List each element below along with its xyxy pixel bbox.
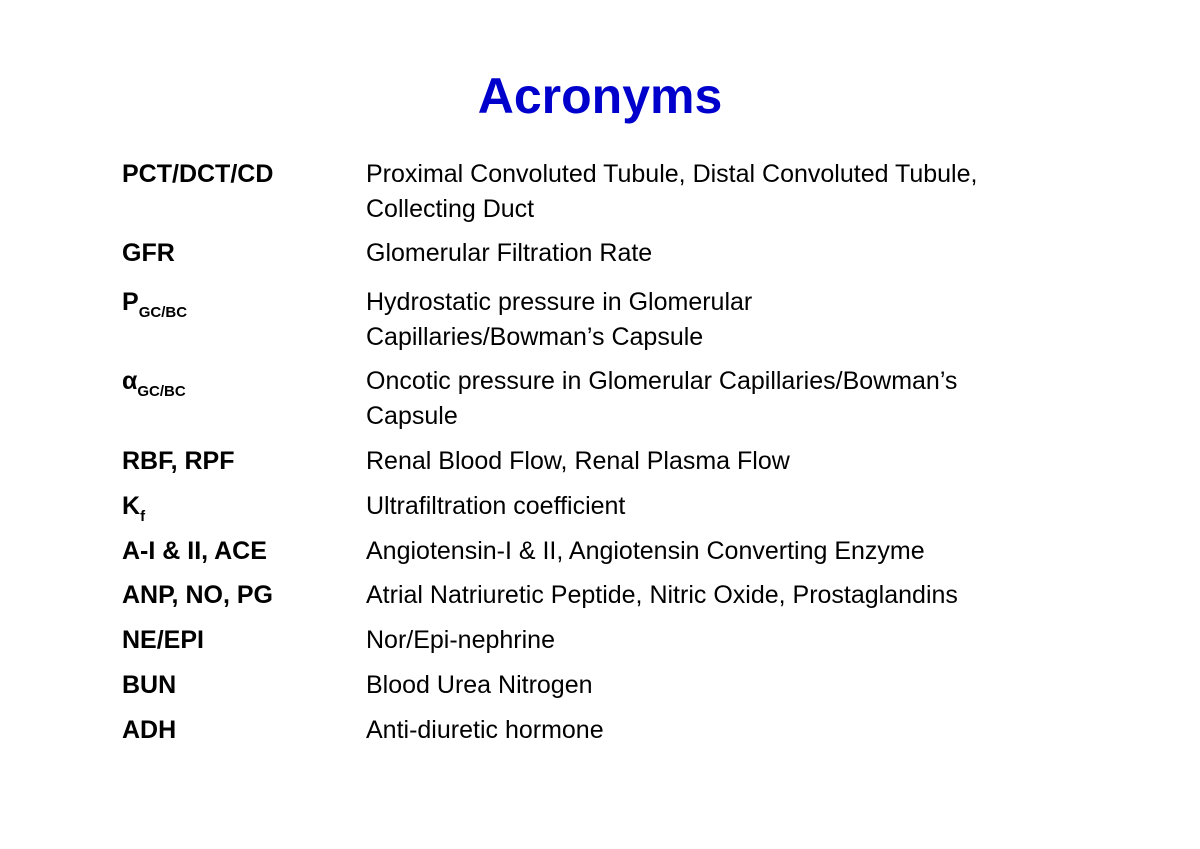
- acronym-term: PCT/DCT/CD: [122, 160, 274, 188]
- acronym-term: GFR: [122, 239, 175, 267]
- acronym-definition: Glomerular Filtration Rate: [366, 239, 653, 267]
- page-title: Acronyms: [477, 68, 723, 124]
- acronym-definition: Ultrafiltration coefficient: [366, 492, 626, 520]
- acronym-definition: Blood Urea Nitrogen: [366, 671, 593, 699]
- acronym-term: RBF, RPF: [122, 447, 235, 475]
- acronym-term: A-I & II, ACE: [122, 537, 267, 565]
- acronym-term: BUN: [122, 671, 177, 699]
- acronym-term: ADH: [122, 716, 177, 744]
- acronym-definition: Renal Blood Flow, Renal Plasma Flow: [366, 447, 790, 475]
- acronym-definition: Nor/Epi-nephrine: [366, 626, 555, 654]
- acronym-term: $P_{GC/BC}$: [122, 288, 188, 321]
- acronym-definition: Oncotic pressure in Glomerular Capillaries/Bowman’s Capsule: [366, 367, 958, 430]
- acronym-definition: Proximal Convoluted Tubule, Distal Convoluted Tubule, Collecting Duct: [366, 160, 978, 223]
- acronym-definition: Anti-diuretic hormone: [366, 716, 604, 744]
- acronym-definition: Hydrostatic pressure in Glomerular Capillaries/Bowman’s Capsule: [366, 288, 753, 351]
- acronym-definition: Angiotensin-I & II, Angiotensin Converting Enzyme: [366, 537, 925, 565]
- acronym-term: $\alpha_{GC/BC}$: [122, 367, 186, 400]
- acronym-definition: Atrial Natriuretic Peptide, Nitric Oxide, Prostaglandins: [366, 581, 958, 609]
- acronym-term: NE/EPI: [122, 626, 204, 654]
- acronym-term: $K_f$: [122, 492, 146, 525]
- acronym-term: ANP, NO, PG: [122, 581, 273, 609]
